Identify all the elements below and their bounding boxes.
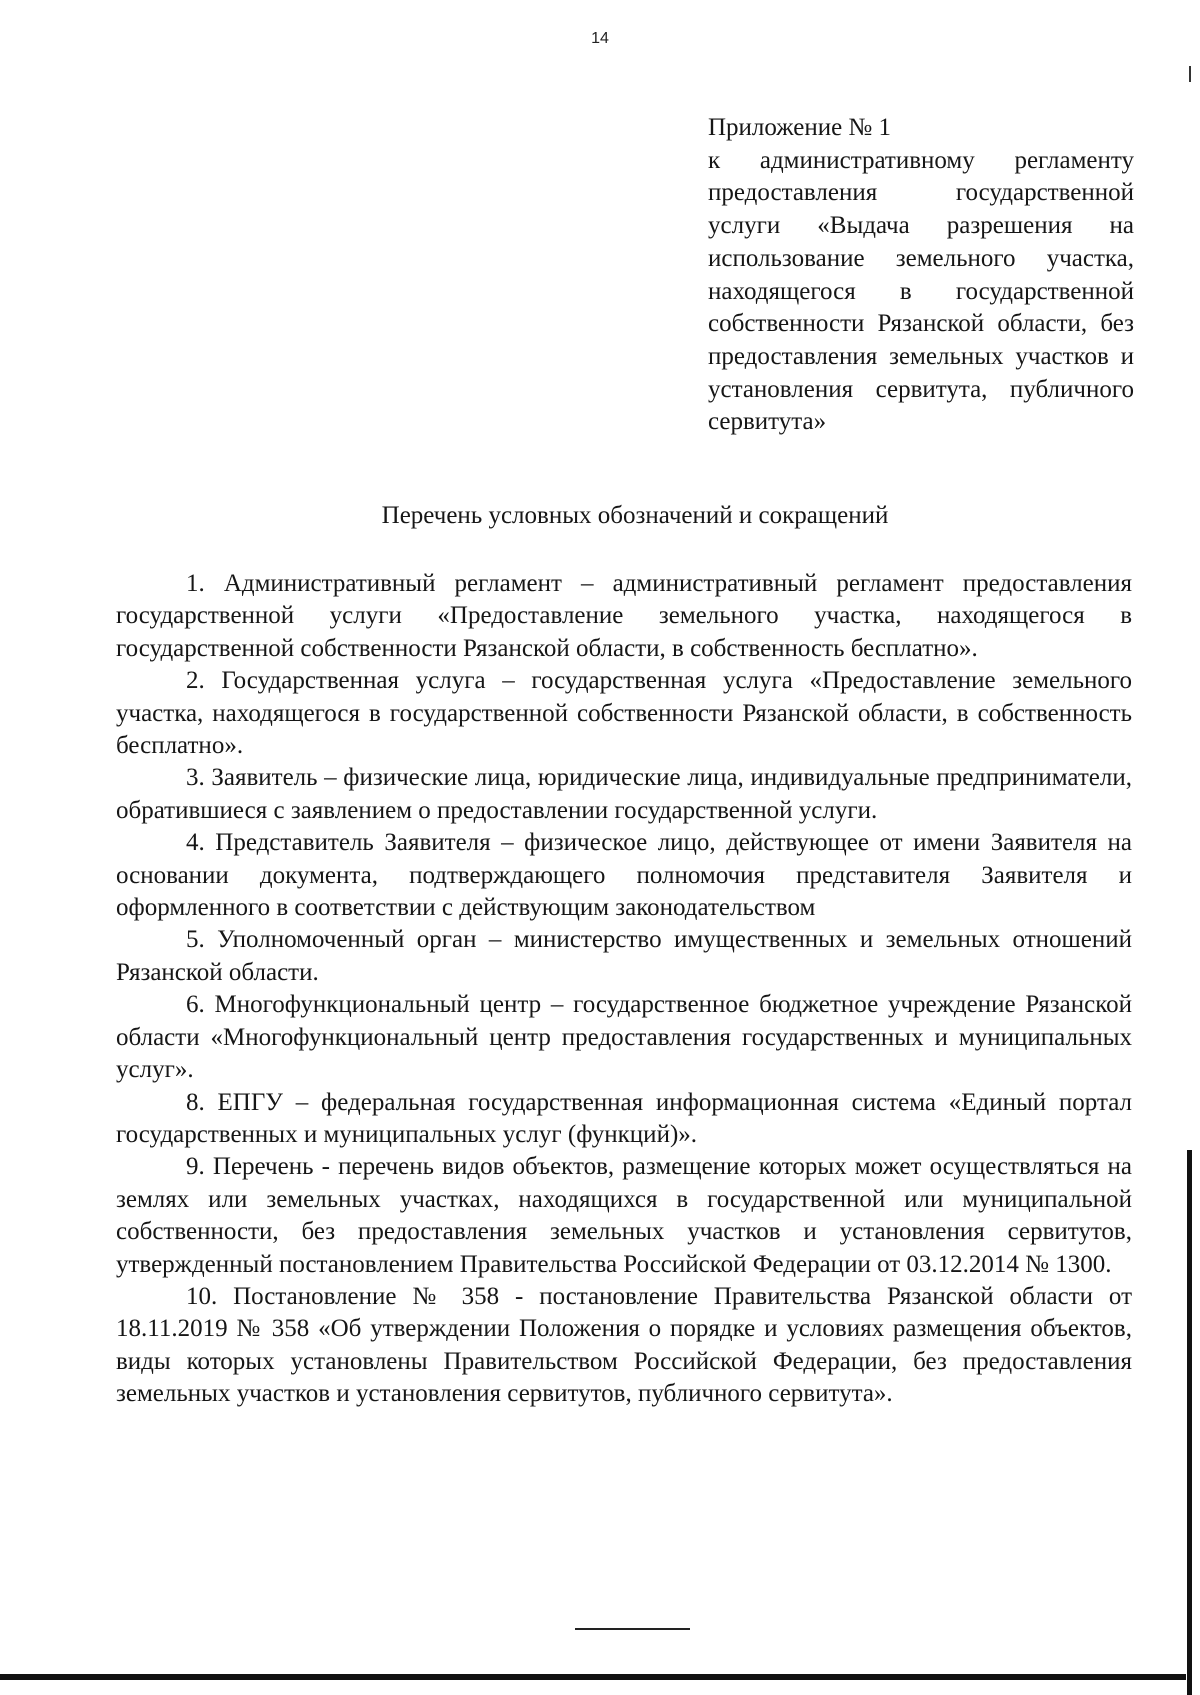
definition-item-3: 3. Заявитель – физические лица, юридические лица, индивидуальные предприниматели, обратившиеся с заявлением о предоставлении государственной услуги.: [116, 764, 1132, 824]
list-title: Перечень условных обозначений и сокращений: [381, 502, 889, 529]
definition-item-4: 4. Представитель Заявителя – физическое лицо, действующее от имени Заявителя на основании документа, подтверждающего полномочия представителя Заявителя и оформленного в соответствии с действующим законодательством: [116, 829, 1132, 922]
definition-item-5: 5. Уполномоченный орган – министерство имущественных и земельных отношений Рязанской области.: [116, 926, 1132, 986]
appendix-title: Приложение № 1: [708, 114, 892, 141]
definitions-list: [116, 568, 1132, 1411]
definition-item-6: 6. Многофункциональный центр – государственное бюджетное учреждение Рязанской области «Многофункциональный центр предоставления государственных и муниципальных услуг».: [116, 991, 1132, 1084]
scan-border-bottom: [0, 1674, 1186, 1680]
definition-item-8: 8. ЕПГУ – федеральная государственная информационная система «Единый портал государственных и муниципальных услуг (функций)».: [116, 1088, 1132, 1148]
definition-item-1: 1. Административный регламент – административный регламент предоставления государственной услуги «Предоставление земельного участка, находящегося в государственной собственности Рязанской области, в собственность бесплатно».: [116, 570, 1132, 662]
scan-border-right: [1187, 1150, 1192, 1695]
definition-item-2: 2. Государственная услуга – государственная услуга «Предоставление земельного участка, находящегося в государственной собственности Рязанской области, в собственность бесплатно».: [116, 667, 1132, 760]
end-divider: [575, 1628, 690, 1630]
appendix-block: [708, 112, 1134, 439]
scan-mark: [1189, 66, 1191, 82]
appendix-body: к административному регламенту предоставления государственной услуги «Выдача разрешения на использование земельного участка, находящегося в государственной собственности Рязанской области, без предоставления земельных участков и установления сервитута, публичного сервитута»: [708, 146, 1134, 436]
definition-item-9: 9. Перечень - перечень видов объектов, размещение которых может осуществляться на землях или земельных участках, находящихся в государственной или муниципальной собственности, без предоставления земельных участков и установления сервитутов, утвержденный постановлением Правительства Российской Федерации от 03.12.2014 № 1300.: [116, 1153, 1132, 1278]
definition-item-10: 10. Постановление № 358 - постановление Правительства Рязанской области от 18.11.2019 № 358 «Об утверждении Положения о порядке и условиях размещения объектов, виды которых установлены Правительством Российской Федерации, без предоставления земельных участков и установления сервитутов, публичного сервитута».: [116, 1282, 1132, 1408]
page-number: 14: [591, 30, 609, 47]
